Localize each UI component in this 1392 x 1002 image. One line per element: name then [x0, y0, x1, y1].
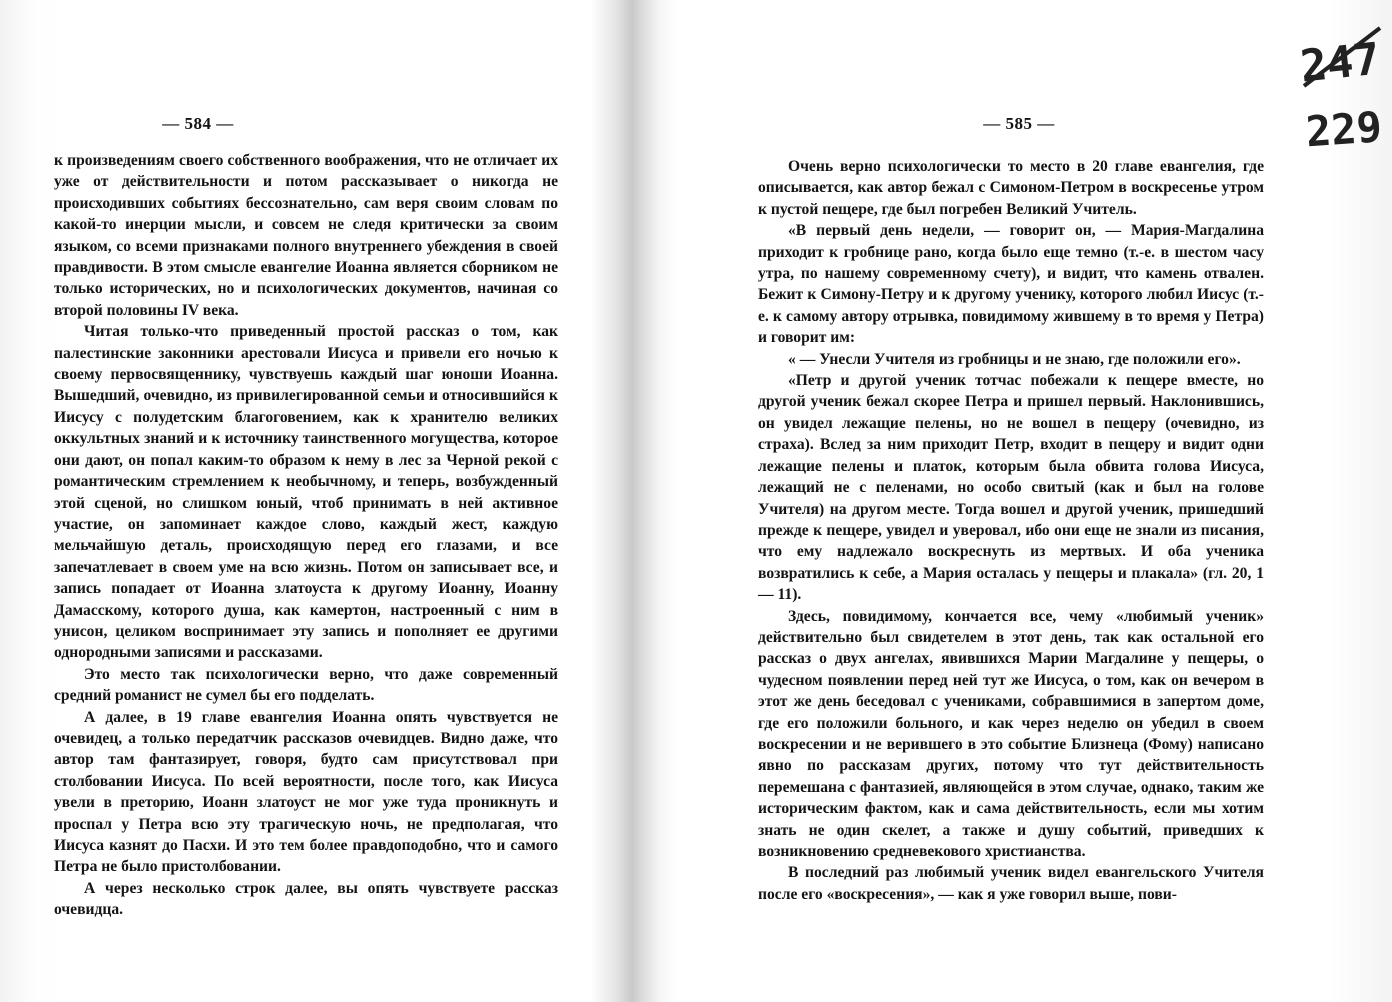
paragraph: « — Унесли Учителя из гробницы и не знаю, где положили его». [788, 350, 1241, 368]
left-page-text [54, 150, 558, 921]
archive-page-marks [1296, 20, 1386, 160]
paragraph: А через несколько строк далее, вы опять чувствуете рассказ очевидца. [54, 879, 558, 919]
paragraph: «В первый день недели, — говорит он, — Мария-Магдалина приходит к гробнице рано, когда было еще темно (т.-е. в шестом часу утра, по нашему современному счету), и видит, что камень отвален. Бежит к Симону-Петру и к другому ученику, которого любил Иисус (т.-е. к самому автору отрывка, повидимому жившему в то время у Петра) и говорит им: [758, 222, 1264, 347]
left-page-number: — 584 — [162, 114, 234, 133]
right-page-number: — 585 — [983, 114, 1055, 133]
left-page [38, 0, 558, 1002]
book-gutter [590, 0, 678, 1002]
right-page-text [758, 156, 1264, 905]
paragraph: А далее, в 19 главе евангелия Иоанна опять чувствуется не очевидец, а только передатчик рассказов очевидцев. Видно даже, что автор там фантазирует, говоря, будто сам присутствовал при столбовании Иисуса. По всей вероятности, после того, как Иисуса увели в преторию, Иоанн златоуст не мог уже туда проникнуть и проспал у Петра всю эту трагическую ночь, не предполагая, что Иисуса казнят до Пасхи. И это тем более правдоподобно, что и самого Петра не было пристолбовании. [54, 708, 558, 876]
paragraph: «Петр и другой ученик тотчас побежали к пещере вместе, но другой ученик бежал скорее Петра и пришел первый. Наклонившись, он увидел лежащие пелены, но не вошел в пещеру (очевидно, из страха). Вслед за ним приходит Петр, входит в пещеру и видит одни лежащие пелены и платок, которым была обвита голова Иисуса, лежащий не с пеленами, но особо свитый (как и был на голове Учителя) на другом месте. Тогда вошел и другой ученик, пришедший прежде к пещере, увидел и уверовал, ибо они еще не знали из писания, что ему надлежало воскреснуть из мертвых. И оба ученика возвратились к себе, а Мария осталась у пещеры и плакала» (гл. 20, 1 — 11). [758, 372, 1264, 604]
paragraph: Здесь, повидимому, кончается все, чему «любимый ученик» действительно был свидетелем в этот день, так как остальной его рассказ о двух ангелах, явившихся Марии Магдалине у пещеры, о чудесном появлении перед ней тут же Иисуса, о том, как он вечером в этот же день беседовал с учениками, собравшимися в запертом доме, где его положили больного, и как через неделю он убедил в своем воскресении и не верившего в это событие Близнеца (Фому) написано явно по рассказам других, потому что тут действительность перемешана с фантазией, являющейся в этом случае, однако, таким же историческим фактом, как и сама действительность, если мы хотим знать не один скелет, а также и душу событий, приведших к возникновению средневекового христианства. [758, 607, 1264, 860]
crossed-archive-number: 247 [1297, 33, 1383, 93]
paragraph: к произведениям своего собственного воображения, что не отличает их уже от действительности и потом рассказывает о никогда не происходивших событиях бессознательно, сам веря своим словам по какой-то инерции мысли, и совсем не следя критически за своим языком, со всеми признаками полного внутреннего убеждения в своей правдивости. В этом смысле евангелие Иоанна является сборником не только исторических, но и психологических документов, начиная со второй половины IV века. [54, 152, 558, 319]
paragraph: В последний раз любимый ученик видел евангельского Учителя после его «воскресения», — как я уже говорил выше, пови- [758, 864, 1264, 903]
paragraph: Очень верно психологически то место в 20 главе евангелия, где описывается, как автор бежал с Симоном-Петром в воскресенье утром к пустой пещере, где был погребен Великий Учитель. [758, 158, 1264, 218]
current-archive-number: 229 [1304, 102, 1384, 157]
paragraph: Это место так психологически верно, что даже современный средний романист не сумел бы его подделать. [54, 665, 558, 705]
paragraph: Читая только-что приведенный простой рассказ о том, как палестинские законники арестовали Иисуса и привели его ночью к своему первосвященнику, чувствуешь каждый шаг юноши Иоанна. Вышедший, очевидно, из привилегированной семьи и относившийся к Иисусу с полудетским благоговением, как к хранителю великих оккультных знаний и к источнику таинственного могущества, которое они дают, он попал каким-то образом к нему в лес за Черной рекой с романтическим стремлением к необычному, и теперь, возбужденный этой сценой, но слишком юный, чтоб принимать в ней активное участие, он запоминает каждое слово, каждый жест, каждую мельчайшую деталь, происходящую перед его глазами, и все запечатлевает в своем уме на всю жизнь. Потом он записывает все, и запись попадает от Иоанна златоуста к другому Иоанну, Иоанну Дамасскому, которого душа, как камертон, настроенный с ним в унисон, целиком воспринимает эту запись и пополняет ее другими однородными записями и рассказами. [54, 323, 558, 662]
right-page [742, 0, 1264, 1002]
